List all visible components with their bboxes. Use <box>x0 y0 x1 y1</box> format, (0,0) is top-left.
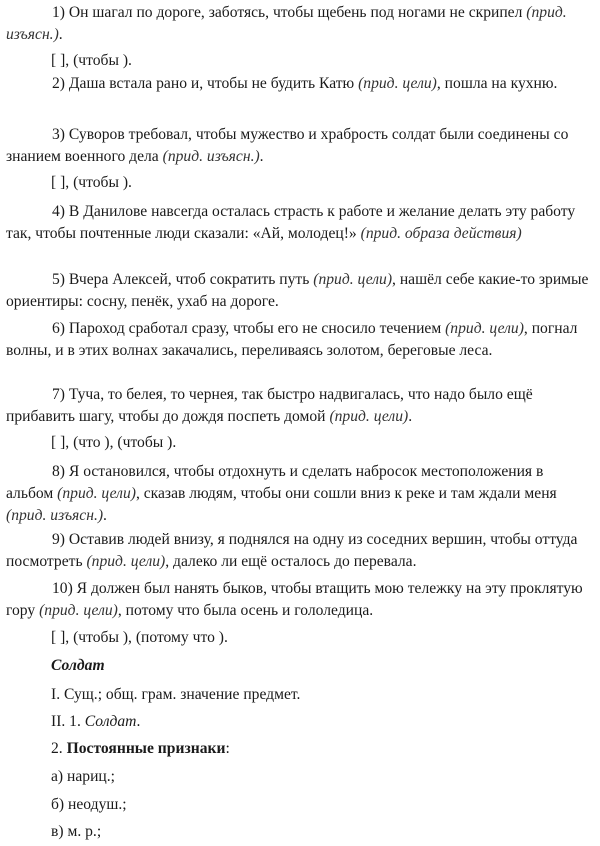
paragraph-1: 1) Он шагал по дороге, заботясь, чтобы щебень под ногами не скрипел (прид. изъясн.). <box>6 4 567 43</box>
paragraph-4: 4) В Данилове навсегда осталась страсть к работе и желание делать эту работу так, чтобы почтенные люди сказали: «Ай, молодец!» (прид. образа действия) <box>6 203 576 242</box>
clause-note: (прид. цели) <box>57 485 136 502</box>
clause-note: (прид. цели) <box>329 408 409 425</box>
clause-note: (прид. цели) <box>313 271 393 288</box>
paragraph-7: 7) Туча, то белея, то чернея, так быстро надвигалась, что надо было ещё прибавить шагу, чтобы до дождя поспеть домой (прид. цели). <box>6 386 533 425</box>
clause-note: (прид. образа действия) <box>360 225 522 242</box>
analysis-line-3: 2. Постоянные признаки: <box>51 740 230 757</box>
schema-3: [ ], (чтобы ). <box>51 174 132 191</box>
clause-note: (прид. изъясн.) <box>6 507 104 524</box>
clause-note: (прид. цели) <box>86 553 166 570</box>
analysis-item-b: б) неодуш.; <box>51 796 127 813</box>
analysis-title: Солдат <box>51 657 105 674</box>
paragraph-2: 2) Даша встала рано и, чтобы не будить Катю (прид. цели), пошла на кухню. <box>52 75 558 92</box>
paragraph-8: 8) Я остановился, чтобы отдохнуть и сделать набросок местоположения в альбом (прид. цели), сказав людям, чтобы они сошли вниз к реке и там ждали меня (прид. изъясн.). <box>6 463 557 524</box>
paragraph-10: 10) Я должен был нанять быков, чтобы втащить мою тележку на эту проклятую гору (прид. цели), потому что была осень и гололедица. <box>6 580 583 619</box>
clause-note: (прид. цели) <box>445 320 524 337</box>
analysis-line-2: II. 1. Солдат. <box>51 713 141 730</box>
paragraph-5: 5) Вчера Алексей, чтоб сократить путь (прид. цели), нашёл себе какие-то зримые ориентиры: сосну, пенёк, ухаб на дороге. <box>6 271 589 310</box>
paragraph-3: 3) Суворов требовал, чтобы мужество и храбрость солдат были соединены со знанием военного дела (прид. изъясн.). <box>6 126 569 165</box>
schema-1: [ ], (чтобы ). <box>51 52 132 69</box>
analysis-item-a: а) нариц.; <box>51 768 115 785</box>
schema-10: [ ], (чтобы ), (потому что ). <box>51 629 228 646</box>
schema-7: [ ], (что ), (чтобы ). <box>51 434 177 451</box>
clause-note: (прид. изъясн.) <box>6 4 567 43</box>
analysis-line-1: I. Сущ.; общ. грам. значение предмет. <box>51 686 301 703</box>
paragraph-6: 6) Пароход сработал сразу, чтобы его не сносило течением (прид. цели), погнал волны, и в этих волнах закачались, переливаясь золотом, береговые леса. <box>6 320 578 359</box>
clause-note: (прид. цели) <box>39 602 118 619</box>
clause-note: (прид. изъясн.) <box>162 148 260 165</box>
paragraph-9: 9) Оставив людей внизу, я поднялся на одну из соседних вершин, чтобы оттуда посмотреть (прид. цели), далеко ли ещё осталось до перевала. <box>6 531 578 570</box>
analysis-item-c: в) м. р.; <box>51 823 102 840</box>
clause-note: (прид. цели) <box>358 75 437 92</box>
